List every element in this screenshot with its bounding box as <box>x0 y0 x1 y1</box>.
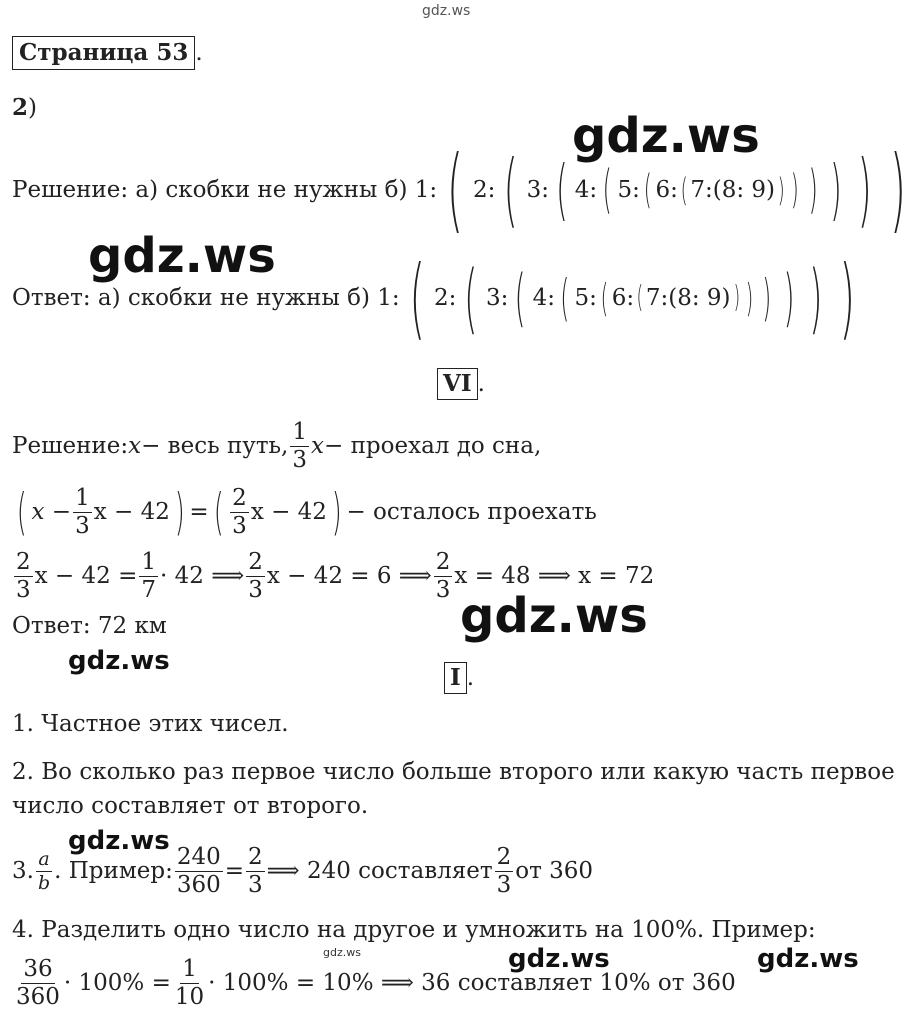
page-label: Страница 53 <box>12 36 195 70</box>
watermark: gdz.ws <box>757 944 859 974</box>
solution-prefix: Решение: а) скобки не нужны б) 1: <box>12 177 438 203</box>
equals: = <box>224 858 245 884</box>
fraction-1-3: $\frac{1}{3}$ <box>292 418 308 473</box>
text: 3. <box>12 858 34 884</box>
page-header <box>12 36 203 70</box>
answer-line <box>12 245 865 349</box>
item-3 <box>12 838 593 904</box>
watermark: gdz.ws <box>68 826 170 856</box>
item-1: 1. Частное этих чисел. <box>12 711 289 737</box>
text: − проехал до сна, <box>324 433 542 459</box>
fraction-a-b: $\frac{a}{b}$ <box>37 847 51 894</box>
expr-4: 4: <box>574 177 598 203</box>
vi-line-2: ( x − $\frac{1}{3}$ x − 42 ) = ( $\frac{2}{3}$ x − 42 ) − осталось проехать <box>16 483 597 541</box>
nested-expression: ( 2: ( 3: ( 4: ( 5: ( 6: ( 7: (8: 9) ) ) ) ) ) ) <box>409 245 856 349</box>
text: x − <box>31 499 72 525</box>
watermark: gdz.ws <box>88 228 276 284</box>
expr-inner: (8: 9) <box>668 284 731 311</box>
watermark: gdz.ws <box>422 3 471 19</box>
expr-6: 6: <box>611 284 635 311</box>
watermark: gdz.ws <box>508 944 610 974</box>
watermark: gdz.ws <box>68 646 170 676</box>
vi-line-1 <box>12 414 541 478</box>
text: . Пример: <box>54 858 173 884</box>
answer-prefix: Ответ: а) скобки не нужны б) 1: <box>12 284 400 311</box>
var-x: x <box>311 433 324 459</box>
vi-answer: Ответ: 72 км <box>12 613 167 639</box>
fraction-240-360: $\frac{240}{360}$ <box>176 843 221 898</box>
text: · 100% = 10% ⟹ 36 составляет 10% от 360 <box>208 970 736 996</box>
header-dot: . <box>195 40 203 66</box>
item-4-example <box>12 950 736 1016</box>
expr-5: 5: <box>617 177 640 203</box>
watermark: gdz.ws <box>460 588 648 644</box>
text: − осталось проехать <box>346 499 597 525</box>
item-2-line-1: 2. Во сколько раз первое число больше второго или какую часть первое <box>12 759 895 785</box>
fraction-2-3: $\frac{2}{3}$ <box>248 548 263 603</box>
fraction-2-3: $\frac{2}{3}$ <box>232 484 247 539</box>
text: x = 48 ⟹ x = 72 <box>454 563 655 589</box>
expr-3: 3: <box>486 284 509 311</box>
section-label: I <box>444 662 467 694</box>
expr-7: 7: <box>690 177 713 203</box>
section-label: VI <box>437 368 478 400</box>
expr-2: 2: <box>433 284 457 311</box>
text: Решение: <box>12 433 129 459</box>
expr-inner: (8: 9) <box>712 177 775 203</box>
expr-5: 5: <box>574 284 597 311</box>
expr-3: 3: <box>526 177 550 203</box>
fraction-1-3: $\frac{1}{3}$ <box>75 484 90 539</box>
task-number <box>12 94 37 122</box>
nested-expression: ( 2: ( 3: ( 4: ( 5: ( 6: ( 7: (8: 9) ) ) ) ) ) ) <box>446 136 907 243</box>
fraction-1-10: $\frac{1}{10}$ <box>174 955 205 1010</box>
fraction-2-3: $\frac{2}{3}$ <box>248 843 263 898</box>
watermark: gdz.ws <box>572 108 760 164</box>
fraction-2-3: $\frac{2}{3}$ <box>496 843 512 898</box>
expr-4: 4: <box>532 284 555 311</box>
var-x: x <box>128 433 142 459</box>
text: x − 42 <box>93 499 170 525</box>
fraction-2-3: $\frac{2}{3}$ <box>435 548 451 603</box>
item-4: 4. Разделить одно число на другое и умножить на 100%. Пример: <box>12 917 816 943</box>
section-dot: . <box>466 665 475 691</box>
text: · 100% = <box>63 970 171 996</box>
text: · 42 ⟹ <box>160 563 245 589</box>
text: от 360 <box>515 858 594 884</box>
watermark: gdz.ws <box>323 946 361 959</box>
text: − весь путь, <box>141 433 289 459</box>
expr-2: 2: <box>473 177 496 203</box>
equals: = <box>189 499 209 525</box>
section-heading <box>444 662 474 694</box>
section-dot: . <box>477 371 485 397</box>
section-heading <box>437 368 485 400</box>
text: x − 42 <box>250 499 327 525</box>
task-number-digit: 2 <box>12 94 29 121</box>
text: x − 42 = <box>34 563 138 589</box>
expr-6: 6: <box>655 177 678 203</box>
item-2-line-2: число составляет от второго. <box>12 793 369 819</box>
text: ⟹ 240 составляет <box>266 858 493 884</box>
fraction-36-360: $\frac{36}{360}$ <box>16 955 60 1010</box>
fraction-2-3: $\frac{2}{3}$ <box>16 548 31 603</box>
vi-line-3 <box>12 544 654 608</box>
text: x − 42 = 6 ⟹ <box>266 563 432 589</box>
expr-7: 7: <box>645 284 669 311</box>
task-number-paren: ) <box>28 95 37 121</box>
fraction-1-7: $\frac{1}{7}$ <box>141 548 156 603</box>
